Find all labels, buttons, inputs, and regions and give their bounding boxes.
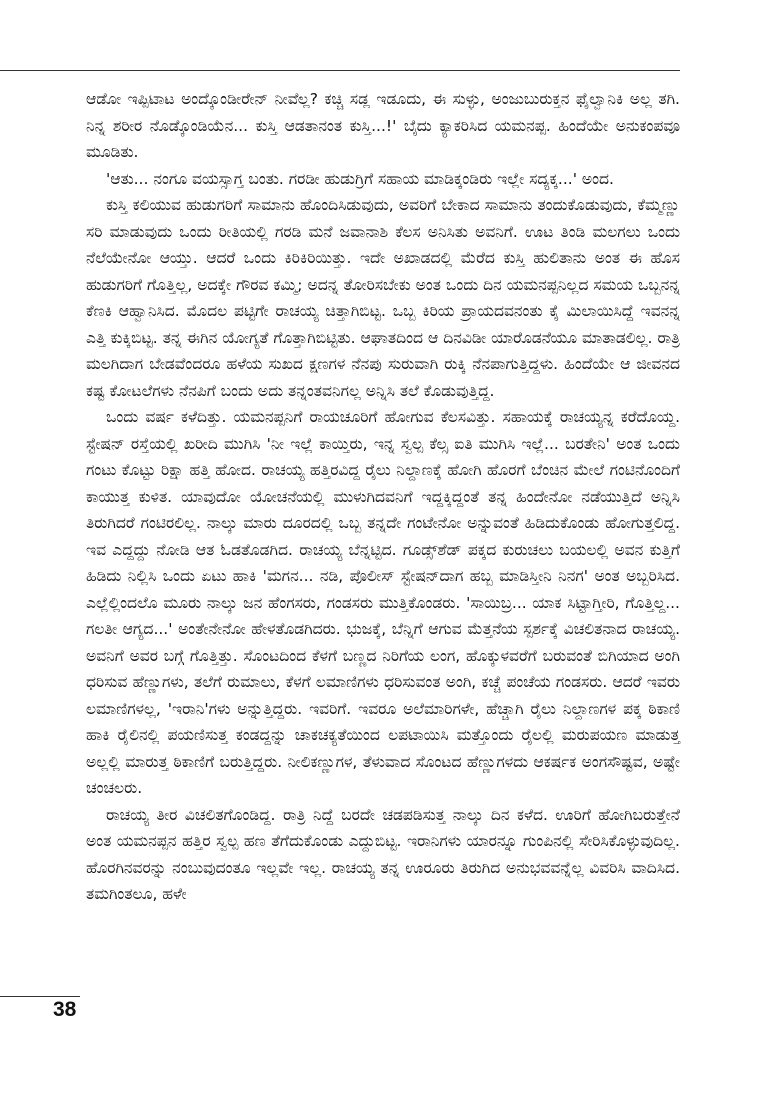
page-number: 38 xyxy=(53,998,77,1021)
footer-rule xyxy=(0,996,80,997)
paragraph-3: ಕುಸ್ತಿ ಕಲಿಯುವ ಹುಡುಗರಿಗೆ ಸಾಮಾನು ಹೊಂದಿಸಿಡುವುದು, ಅವರಿಗೆ ಬೇಕಾದ ಸಾಮಾನು ತಂದುಕೊಡುವುದು, ಕೆಮ್ಮಣ್ಣು ಸರಿ ಮಾಡುವುದು ಒಂದು ರೀತಿಯಲ್ಲಿ ಗರಡಿ ಮನೆ ಜವಾನಾಶಿ ಕೆಲಸ ಅನಿಸಿತು ಅವನಿಗೆ. ಊಟ ತಿಂಡಿ ಮಲಗಲು ಒಂದು ನೆಲೆಯೇನೋ ಆಯ್ತು. ಆದರೆ ಒಂದು ಕಿರಿಕಿರಿಯಿತ್ತು. ಇದೇ ಅಖಾಡದಲ್ಲಿ ಮೆರೆದ ಕುಸ್ತಿ ಹುಲಿತಾನು ಅಂತ ಈ ಹೊಸ ಹುಡುಗರಿಗೆ ಗೊತ್ತಿಲ್ಲ, ಅದಕ್ಕೇ ಗೌರವ ಕಮ್ಮಿ; ಅದನ್ನ ತೋರಿಸಬೇಕು ಅಂತ ಒಂದು ದಿನ ಯಮನಪ್ಪನಿಲ್ಲದ ಸಮಯ ಒಬ್ಬನನ್ನ ಕೆಣಕಿ ಆಹ್ವಾನಿಸಿದ. ಮೊದಲ ಪಟ್ಟಿಗೇ ರಾಚಯ್ಯ ಚಿತ್ತಾಗಿಬಿಟ್ಟ. ಒಬ್ಬ ಕಿರಿಯ ಪ್ರಾಯದವನಂತು ಕೈ ಮಿಲಾಯಿಸಿದ್ದೆ ಇವನನ್ನ ಎತ್ತಿ ಕುಕ್ಕಿಬಿಟ್ಟ. ತನ್ನ ಈಗಿನ ಯೋಗ್ಯತೆ ಗೊತ್ತಾಗಿಬಿಟ್ಟಿತು. ಆಘಾತದಿಂದ ಆ ದಿನವಿಡೀ ಯಾರೊಡನೆಯೂ ಮಾತಾಡಲಿಲ್ಲ. ರಾತ್ರಿ ಮಲಗಿದಾಗ ಬೇಡವೆಂದರೂ ಹಳೆಯ ಸುಖದ ಕ್ಷಣಗಳ ನೆನಪು ಸುರುವಾಗಿ ರುಕ್ಕಿ ನೆನಪಾಗುತ್ತಿದ್ದಳು. ಹಿಂದೆಯೇ ಆ ಜೀವನದ ಕಷ್ಟ ಕೋಟಲೆಗಳು ನೆನಪಿಗೆ ಬಂದು ಅದು ತನ್ನಂತವನಿಗಲ್ಲ ಅನ್ನಿಸಿ ತಲೆ ಕೊಡುವುತ್ತಿದ್ದ. xyxy=(86,196,680,400)
paragraph-5: ರಾಚಯ್ಯ ತೀರ ವಿಚಲಿತಗೊಂಡಿದ್ದ. ರಾತ್ರಿ ನಿದ್ದೆ ಬರದೇ ಚಡಪಡಿಸುತ್ತ ನಾಲ್ಕು ದಿನ ಕಳೆದ. ಊರಿಗೆ ಹೋಗಿಬರುತ್ತೇನೆ ಅಂತ ಯಮನಪ್ಪನ ಹತ್ತಿರ ಸ್ವಲ್ಪ ಹಣ ತೆಗೆದುಕೊಂಡು ಎದ್ದುಬಿಟ್ಟ. ಇರಾನಿಗಳು ಯಾರನ್ನೂ ಗುಂಪಿನಲ್ಲಿ ಸೇರಿಸಿಕೊಳ್ಳುವುದಿಲ್ಲ. ಹೊರಗಿನವರನ್ನು ನಂಬುವುದಂತೂ ಇಲ್ಲವೇ ಇಲ್ಲ. ರಾಚಯ್ಯ ತನ್ನ ಊರೂರು ತಿರುಗಿದ ಅನುಭವವನ್ನೆಲ್ಲ ವಿವರಿಸಿ ವಾದಿಸಿದ. ತಮಗಿಂತಲೂ, ಹಳೇ xyxy=(86,805,680,903)
paragraph-4: ಒಂದು ವರ್ಷ ಕಳೆದಿತ್ತು. ಯಮನಪ್ಪನಿಗೆ ರಾಯಚೂರಿಗೆ ಹೋಗುವ ಕೆಲಸವಿತ್ತು. ಸಹಾಯಕ್ಕೆ ರಾಚಯ್ಯನ್ನ ಕರೆದೊಯ್ದ. ಸ್ಟೇಷನ್ ರಸ್ತೆಯಲ್ಲಿ ಖರೀದಿ ಮುಗಿಸಿ 'ನೀ ಇಲ್ಲೆ ಕಾಯ್ತಿರು, ಇನ್ನ ಸ್ವಲ್ಪ ಕೆಲ್ಸ ಐತಿ ಮುಗಿಸಿ ಇಲ್ಲೆ... ಬರತೇನಿ' ಅಂತ ಒಂದು ಗಂಟು ಕೊಟ್ಟು ರಿಕ್ಷಾ ಹತ್ತಿ ಹೋದ. ರಾಚಯ್ಯ ಹತ್ತಿರವಿದ್ದ ರೈಲು ನಿಲ್ದಾಣಕ್ಕೆ ಹೋಗಿ ಹೊರಗೆ ಬೆಂಚಿನ ಮೇಲೆ ಗಂಟಿನೊಂದಿಗೆ ಕಾಯುತ್ತ ಕುಳಿತ. ಯಾವುದೋ ಯೋಚನೆಯಲ್ಲಿ ಮುಳುಗಿದವನಿಗೆ ಇದ್ದಕ್ಕಿದ್ದಂತೆ ತನ್ನ ಹಿಂದೇನೋ ನಡೆಯುತ್ತಿದೆ ಅನ್ನಿಸಿ ತಿರುಗಿದರೆ ಗಂಟಿರಲಿಲ್ಲ. ನಾಲ್ಕು ಮಾರು ದೂರದಲ್ಲಿ ಒಬ್ಬ ತನ್ನದೇ ಗಂಟೇನೋ ಅನ್ನುವಂತೆ ಹಿಡಿದುಕೊಂಡು ಹೋಗುತ್ತಲಿದ್ದ. ಇವ ಎದ್ದದ್ದು ನೋಡಿ ಆತ ಓಡತೊಡಗಿದ. ರಾಚಯ್ಯ ಬೆನ್ನಟ್ಟಿದ. ಗೂಡ್ಸ್‌ಶೆಡ್ ಪಕ್ಕದ ಕುರುಚಲು ಬಯಲಲ್ಲಿ ಅವನ ಕುತ್ತಿಗೆ ಹಿಡಿದು ನಿಲ್ಲಿಸಿ ಒಂದು ಏಟು ಹಾಕಿ 'ಮಗನ... ನಡಿ, ಪೊಲೀಸ್ ಸ್ಟೇಷನ್‌ದಾಗ ಹಬ್ಬ ಮಾಡಿಸ್ತೀನಿ ನಿನಗ' ಅಂತ ಅಬ್ಬರಿಸಿದ. ಎಲ್ಲೆಲ್ಲಿಂದಲೊ ಮೂರು ನಾಲ್ಕು ಜನ ಹೆಂಗಸರು, ಗಂಡಸರು ಮುತ್ತಿಕೊಂಡರು. 'ಸಾಯಿಬ್ರ... ಯಾಕ ಸಿಟ್ಟಾಗ್ತೀರಿ, ಗೊತ್ತಿಲ್ದ... ಗಲತೀ ಆಗ್ಯದ...' ಅಂತೇನೇನೋ ಹೇಳತೊಡಗಿದರು. ಭುಜಕ್ಕೆ, ಬೆನ್ನಿಗೆ ಆಗುವ ಮೆತ್ತನೆಯ ಸ್ಪರ್ಶಕ್ಕೆ ವಿಚಲಿತನಾದ ರಾಚಯ್ಯ. ಅವನಿಗೆ ಅವರ ಬಗ್ಗೆ ಗೊತ್ತಿತ್ತು. ಸೊಂಟದಿಂದ ಕೆಳಗೆ ಬಣ್ಣದ ನಿರಿಗೆಯ ಲಂಗ, ಹೊಕ್ಕುಳವರೆಗೆ ಬರುವಂತೆ ಬಿಗಿಯಾದ ಅಂಗಿ ಧರಿಸುವ ಹೆಣ್ಣುಗಳು, ತಲೆಗೆ ರುಮಾಲು, ಕೆಳಗೆ ಲಮಾಣಿಗಳು ಧರಿಸುವಂತ ಅಂಗಿ, ಕಚ್ಚೆ ಪಂಚೆಯ ಗಂಡಸರು. ಆದರೆ ಇವರು ಲಮಾಣಿಗಳಲ್ಲ, 'ಇರಾನಿ'ಗಳು ಅನ್ನುತ್ತಿದ್ದರು. ಇವರಿಗೆ. ಇವರೂ ಅಲೆಮಾರಿಗಳೇ, ಹೆಚ್ಚಾಗಿ ರೈಲು ನಿಲ್ದಾಣಗಳ ಪಕ್ಕ ಠಿಕಾಣಿ ಹಾಕಿ ರೈಲಿನಲ್ಲಿ ಪಯಣಿಸುತ್ತ ಕಂಡದ್ದನ್ನು ಚಾಕಚಕ್ಯತೆಯಿಂದ ಲಪಟಾಯಿಸಿ ಮತ್ತೊಂದು ರೈಲಲ್ಲಿ ಮರುಪಯಣ ಮಾಡುತ್ತ ಅಲ್ಲಲ್ಲಿ ಮಾರುತ್ತ ಠಿಕಾಣಿಗೆ ಬರುತ್ತಿದ್ದರು. ನೀಲಿಕಣ್ಣುಗಳ, ತೆಳುವಾದ ಸೊಂಟದ ಹೆಣ್ಣುಗಳದು ಆಕರ್ಷಕ ಅಂಗಸೌಷ್ಟವ, ಅಷ್ಟೇ ಚಂಚಲರು. xyxy=(86,408,680,797)
paragraph-2: 'ಆತು... ನಂಗೂ ವಯಸ್ಸಾಗ್ತ ಬಂತು. ಗರಡೀ ಹುಡುಗ್ರಿಗೆ ಸಹಾಯ ಮಾಡಿಕ್ಕಂಡಿರು ಇಲ್ಲೇ ಸದ್ಯಕ್ಕ...' ಅಂದ. xyxy=(106,169,614,188)
paragraph-1: ಆಡೋ ಇಪ್ಪಿಟಾಟ ಅಂದ್ಕೊಂಡೀರೇನ್ ನೀವೆಲ್ಲ? ಕಚ್ಚಿ ಸಡ್ಲ ಇಡೂದು, ಈ ಸುಳ್ಳು, ಅಂಜುಬುರುಕ್ತನ ಫೈಲ್ವಾನಿಕಿ ಅಲ್ಲ ತಗಿ. ನಿನ್ನ ಶರೀರ ನೊಡ್ಕೊಂಡಿಯೆನ... ಕುಸ್ತಿ ಆಡತಾನಂತ ಕುಸ್ತಿ...!' ಬೈದು ಕ್ಯಾಕರಿಸಿದ ಯಮನಪ್ಪ. ಹಿಂದೆಯೇ ಅನುಕಂಪವೂ ಮೂಡಿತು. xyxy=(86,90,680,161)
story-text xyxy=(86,86,680,908)
header-rule xyxy=(0,70,680,71)
